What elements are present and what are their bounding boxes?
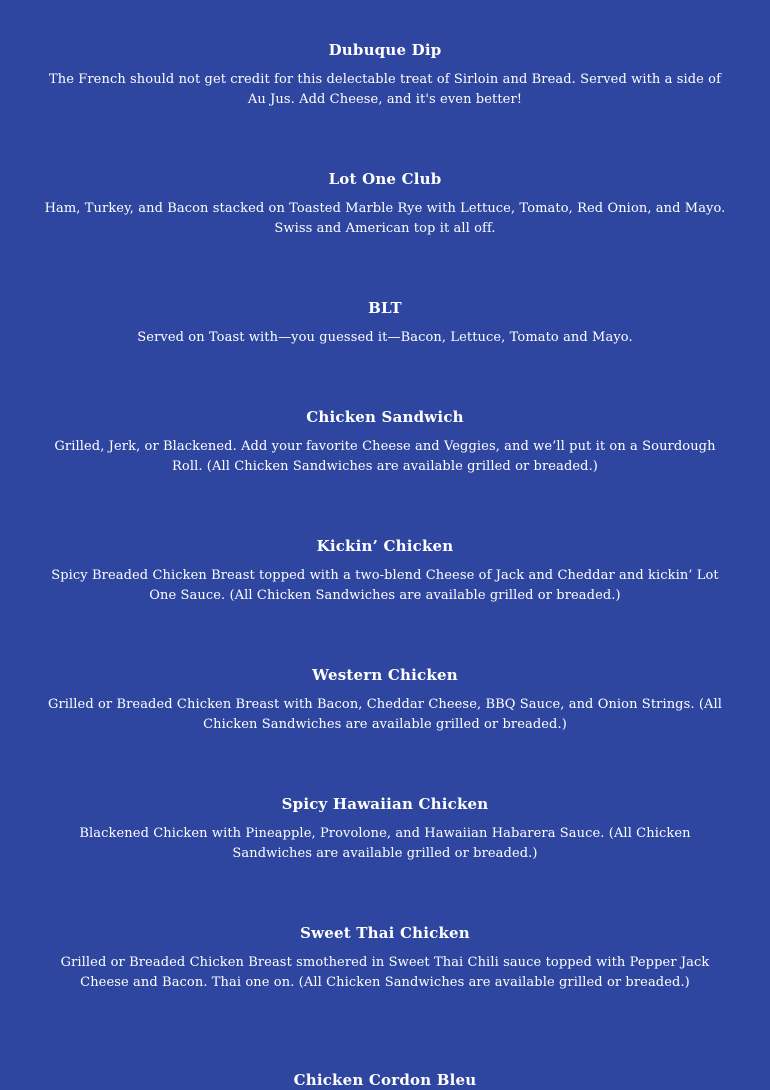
menu-item-chicken-sandwich: [0, 407, 770, 477]
menu-item-kickin-chicken: [0, 536, 770, 606]
menu-item-spicy-hawaiian-chicken: [0, 794, 770, 864]
menu-item-dubuque-dip: [0, 40, 770, 110]
item-title: Chicken Sandwich: [306, 408, 464, 426]
menu-item-chicken-cordon-bleu: [0, 1070, 770, 1090]
menu-item-sweet-thai-chicken: [0, 923, 770, 993]
menu-item-lot-one-club: [0, 169, 770, 239]
item-title: Chicken Cordon Bleu: [293, 1071, 477, 1089]
item-title: Dubuque Dip: [328, 41, 442, 59]
item-title: Kickin’ Chicken: [316, 537, 454, 555]
item-title: Spicy Hawaiian Chicken: [281, 795, 489, 813]
item-description: Grilled or Breaded Chicken Breast with Bacon, Cheddar Cheese, BBQ Sauce, and Onion Strings. (All Chicken Sandwiches are available grilled or breaded.): [47, 697, 723, 732]
item-description: Ham, Turkey, and Bacon stacked on Toasted Marble Rye with Lettuce, Tomato, Red Onion, and Mayo. Swiss and American top it all off.: [44, 201, 726, 236]
menu-item-western-chicken: [0, 665, 770, 735]
item-description: Served on Toast with—you guessed it—Bacon, Lettuce, Tomato and Mayo.: [137, 330, 633, 345]
menu-item-blt: [0, 298, 770, 348]
item-title: BLT: [368, 299, 402, 317]
item-description: Grilled or Breaded Chicken Breast smothered in Sweet Thai Chili sauce topped with Pepper Jack Cheese and Bacon. Thai one on. (All Chicken Sandwiches are available grilled or breaded.): [60, 955, 710, 990]
item-description: Blackened Chicken with Pineapple, Provolone, and Hawaiian Habarera Sauce. (All Chicken Sandwiches are available grilled or breaded.): [79, 826, 691, 861]
item-title: Western Chicken: [312, 666, 458, 684]
item-description: The French should not get credit for this delectable treat of Sirloin and Bread. Served with a side of Au Jus. Add Cheese, and it's even better!: [48, 72, 722, 107]
item-description: Spicy Breaded Chicken Breast topped with a two-blend Cheese of Jack and Cheddar and kickin’ Lot One Sauce. (All Chicken Sandwiches are available grilled or breaded.): [51, 568, 719, 603]
item-title: Lot One Club: [328, 170, 442, 188]
item-title: Sweet Thai Chicken: [300, 924, 470, 942]
item-description: Grilled, Jerk, or Blackened. Add your favorite Cheese and Veggies, and we’ll put it on a Sourdough Roll. (All Chicken Sandwiches are available grilled or breaded.): [54, 439, 716, 474]
